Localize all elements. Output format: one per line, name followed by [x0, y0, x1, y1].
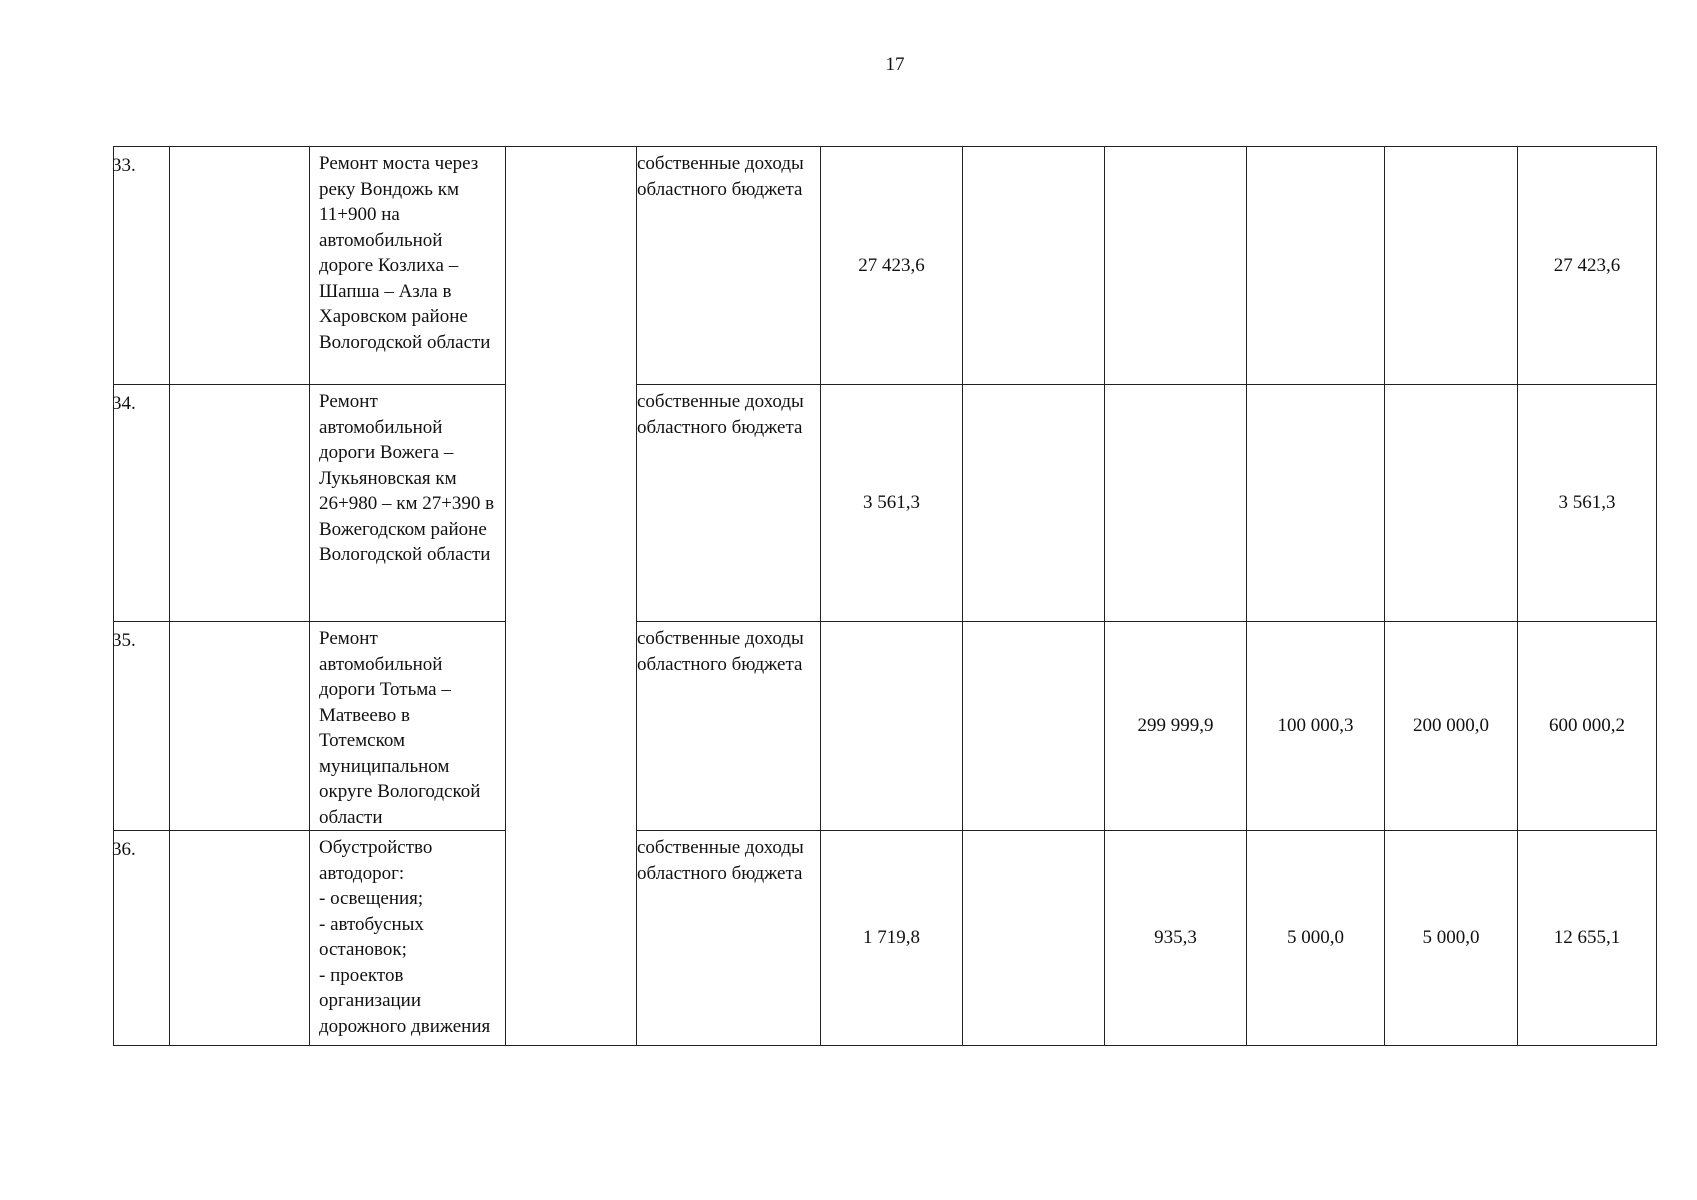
- total-cell: 12 655,1: [1518, 831, 1657, 1046]
- value-cell: [1105, 147, 1247, 385]
- empty-cell: [170, 622, 310, 831]
- value-cell: [1385, 385, 1518, 622]
- object-name: Ремонт моста через реку Вондожь км 11+900 на автомобильной дороге Козлиха – Шапша – Азла в Харовском районе Вологодской области: [319, 153, 491, 353]
- funding-source: собственные доходы областного бюджета: [637, 837, 804, 884]
- value-cell: 1 719,8: [821, 831, 963, 1046]
- value-cell: [1385, 147, 1518, 385]
- value-cell: 5 000,0: [1247, 831, 1385, 1046]
- row-number: 36.: [112, 839, 136, 860]
- row-number-cell: [114, 385, 170, 622]
- table-row: [114, 831, 1657, 1046]
- value-cell: 5 000,0: [1385, 831, 1518, 1046]
- value-cell: [821, 622, 963, 831]
- value-cell: 100 000,3: [1247, 622, 1385, 831]
- value-cell: [1105, 385, 1247, 622]
- object-name-cell: [310, 622, 506, 831]
- value-cell: 935,3: [1105, 831, 1247, 1046]
- empty-cell: [170, 385, 310, 622]
- value-cell: 200 000,0: [1385, 622, 1518, 831]
- funding-source-cell: [637, 385, 821, 622]
- budget-table: [113, 146, 1657, 1046]
- funding-source-cell: [637, 147, 821, 385]
- value-cell: [963, 831, 1105, 1046]
- object-name-cell: [310, 831, 506, 1046]
- object-name: Ремонт автомобильной дороги Вожега – Лукьяновская км 26+980 – км 27+390 в Вожегодском районе Вологодской области: [319, 391, 495, 565]
- row-number: 34.: [112, 393, 136, 414]
- object-name-cell: [310, 385, 506, 622]
- funding-source-cell: [637, 622, 821, 831]
- row-number-cell: [114, 622, 170, 831]
- value-cell: [963, 147, 1105, 385]
- table-row: [114, 622, 1657, 831]
- row-number: 35.: [112, 630, 136, 651]
- object-name-cell: [310, 147, 506, 385]
- object-name: Ремонт автомобильной дороги Тотьма – Матвеево в Тотемском муниципальном округе Вологодской области: [319, 628, 481, 828]
- value-cell: [963, 622, 1105, 831]
- page-number: 17: [885, 54, 905, 75]
- object-name: Обустройство автодорог: - освещения; - автобусных остановок; - проектов организации дорожного движения: [319, 837, 491, 1037]
- funding-source: собственные доходы областного бюджета: [637, 628, 804, 675]
- total-cell: 600 000,2: [1518, 622, 1657, 831]
- empty-cell: [170, 831, 310, 1046]
- value-cell: [963, 385, 1105, 622]
- table-row: [114, 147, 1657, 385]
- funding-source: собственные доходы областного бюджета: [637, 153, 804, 200]
- value-cell: 27 423,6: [821, 147, 963, 385]
- value-cell: 299 999,9: [1105, 622, 1247, 831]
- table-row: [114, 385, 1657, 622]
- empty-cell: [170, 147, 310, 385]
- row-number-cell: [114, 147, 170, 385]
- row-number-cell: [114, 831, 170, 1046]
- merged-empty-cell: [506, 147, 637, 1046]
- value-cell: [1247, 385, 1385, 622]
- value-cell: [1247, 147, 1385, 385]
- row-number: 33.: [112, 155, 136, 176]
- value-cell: 3 561,3: [821, 385, 963, 622]
- funding-source: собственные доходы областного бюджета: [637, 391, 804, 438]
- total-cell: 27 423,6: [1518, 147, 1657, 385]
- funding-source-cell: [637, 831, 821, 1046]
- total-cell: 3 561,3: [1518, 385, 1657, 622]
